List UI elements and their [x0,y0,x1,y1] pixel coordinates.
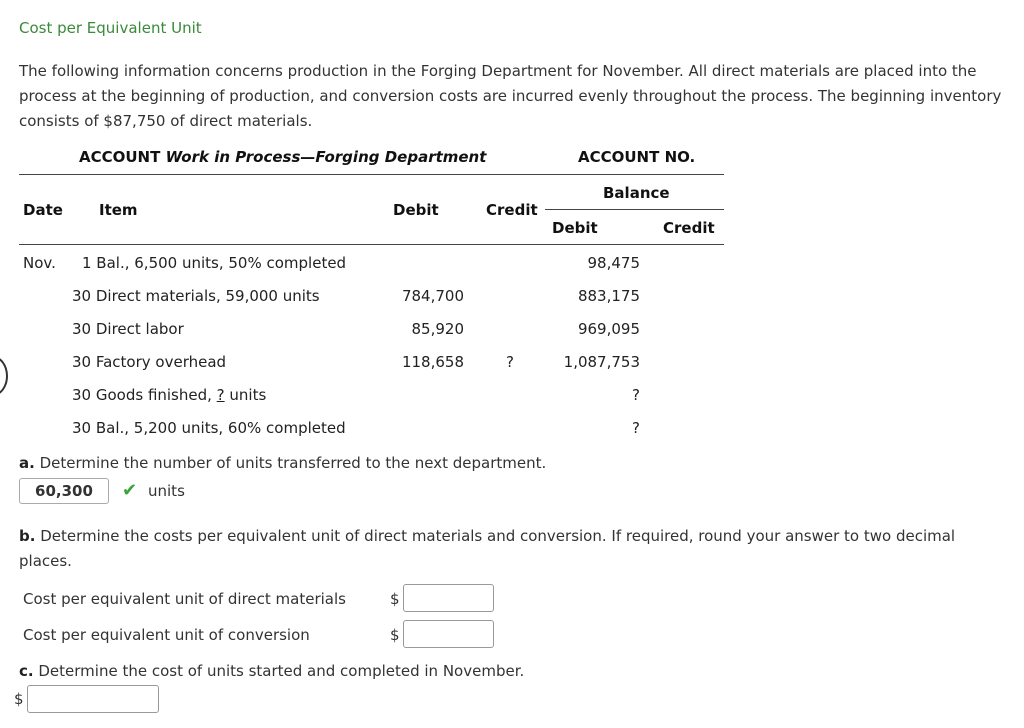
table-row-balance-debit: 969,095 [577,320,640,338]
part-c-text: Determine the cost of units started and completed in November. [38,662,525,680]
month-cell: Nov. [23,254,56,272]
materials-dollar-sign: $ [390,590,400,608]
problem-intro: The following information concerns production in the Forging Department for November. All direct materials are placed into the process at the beginning of production, and conversion costs are incurred evenly throughout the process. The beginning inventory consists of $87,750 of direct materials. [19,62,1002,130]
table-row-credit: ? [506,353,514,371]
table-row-item: 1 Bal., 6,500 units, 50% completed [82,254,347,272]
table-row-debit: 85,920 [411,320,464,338]
part-c-letter: c. [19,662,34,680]
account-prefix: ACCOUNT [79,148,161,166]
part-a-question [19,454,546,472]
materials-cost-label: Cost per equivalent unit of direct materials [23,590,346,608]
date-header: Date [23,201,63,219]
units-transferred-input[interactable]: 60,300 [19,478,109,504]
account-no-label: ACCOUNT NO. [578,148,696,166]
part-c-question [19,662,524,680]
units-label: units [148,482,185,500]
part-b-question [19,524,999,574]
conversion-cost-label: Cost per equivalent unit of conversion [23,626,310,644]
account-name: Work in Process—Forging Department [165,148,487,166]
part-b-text: Determine the costs per equivalent unit of direct materials and conversion. If required, round your answer to two decimal places. [19,527,956,570]
table-row-debit: 118,658 [401,353,464,371]
balance-rule [545,209,724,210]
table-row-balance-debit: 1,087,753 [563,353,640,371]
table-row-item [72,386,266,404]
table-row-item: 30 Bal., 5,200 units, 60% completed [72,419,346,437]
balance-header: Balance [603,184,670,202]
goods-finished-unknown: ? [216,386,225,404]
table-row-item: 30 Direct materials, 59,000 units [72,287,320,305]
balance-credit-header: Credit [663,219,715,237]
item-header: Item [99,201,138,219]
part-b-letter: b. [19,527,36,545]
check-icon: ✔ [122,480,138,501]
materials-cost-input[interactable] [403,584,494,612]
table-row-balance-debit: ? [632,419,640,437]
account-title [79,148,486,166]
table-row-balance-debit: 883,175 [577,287,640,305]
table-top-rule [19,174,724,175]
header-bottom-rule [19,244,724,245]
table-row-balance-debit: 98,475 [587,254,640,272]
table-row-debit: 784,700 [401,287,464,305]
goods-finished-units: units [224,386,267,404]
table-row-item: 30 Factory overhead [72,353,227,371]
balance-debit-header: Debit [552,219,598,237]
debit-header: Debit [393,201,439,219]
page-title: Cost per Equivalent Unit [19,19,202,37]
conversion-dollar-sign: $ [390,626,400,644]
conversion-cost-input[interactable] [403,620,494,648]
part-a-text: Determine the number of units transferred to the next department. [39,454,547,472]
goods-finished-text: 30 Goods finished, [72,386,217,404]
part-a-letter: a. [19,454,35,472]
credit-header: Credit [486,201,538,219]
table-row-balance-debit: ? [632,386,640,404]
started-completed-dollar-sign: $ [14,690,24,708]
table-row-item: 30 Direct labor [72,320,184,338]
started-completed-cost-input[interactable] [27,685,159,713]
cursor-circle-icon [0,356,8,396]
